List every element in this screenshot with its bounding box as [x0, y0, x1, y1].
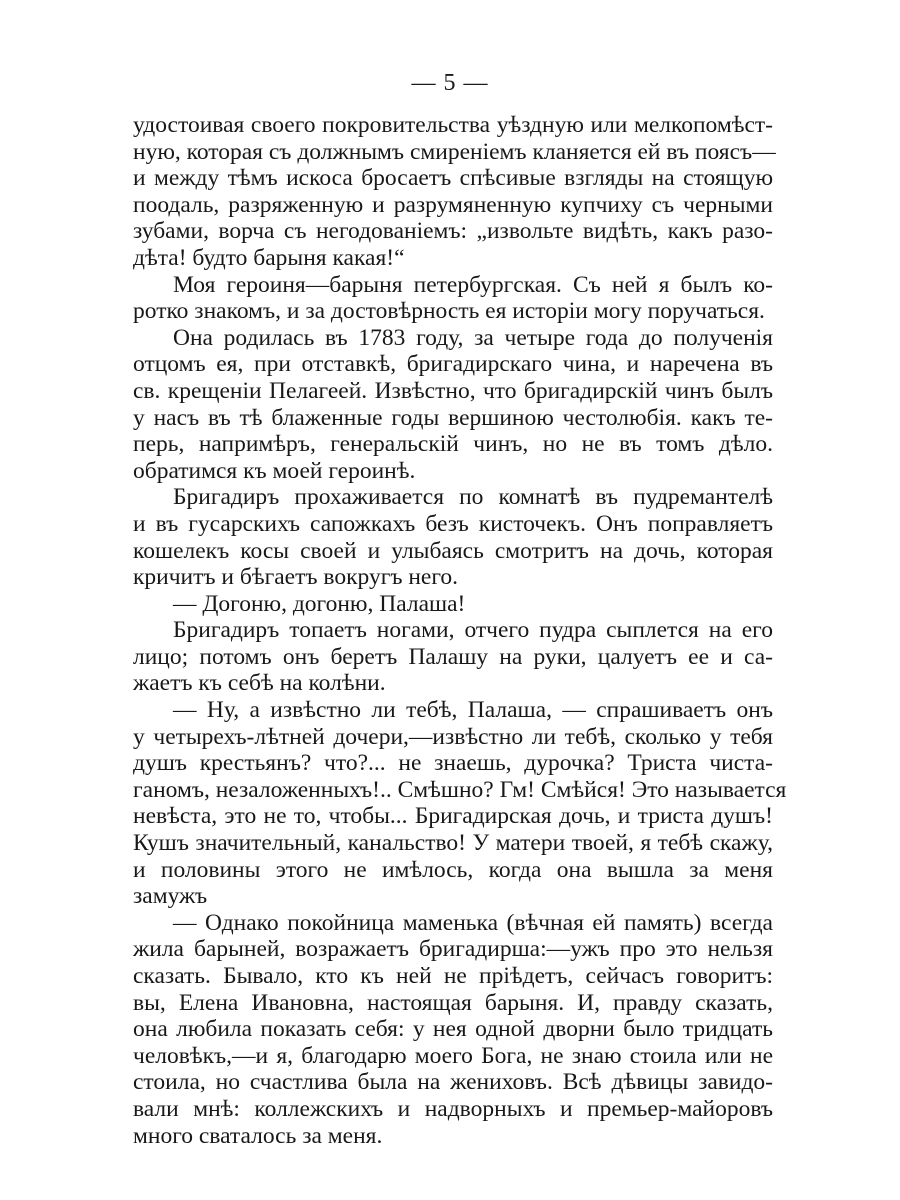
text-line: Бригадиръ прохаживается по комнатѣ въ пудремантелѣ [173, 484, 773, 511]
text-line: и между тѣмъ искоса бросаетъ спѣсивые взгляды на стоящую [133, 165, 773, 192]
text-line: у четырехъ-лѣтней дочери,—извѣстно ли тебѣ, сколько у тебя [133, 723, 773, 750]
text-line: зубами, ворча съ негодованіемъ: „извольте видѣть, какъ разо- [133, 218, 773, 245]
text-line: она любила показать себя: у нея одной дворни было тридцать [133, 1016, 773, 1043]
text-line: вали мнѣ: коллежскихъ и надворныхъ и премьер-майоровъ [133, 1095, 773, 1122]
text-line: — Догоню, догоню, Палаша! [173, 590, 466, 617]
text-line: удостоивая своего покровительства уѣздную или мелкопомѣст- [133, 112, 773, 138]
text-line: ганомъ, незаложенныхъ!.. Смѣшно? Гм! Смѣйся! Это называется [133, 776, 787, 803]
text-line: у насъ въ тѣ блаженные годы вершиною честолюбія. какъ те- [133, 404, 773, 431]
text-line: жила барыней, возражаетъ бригадирша:—ужъ про это нельзя [133, 936, 773, 963]
paragraph [133, 910, 773, 1149]
paragraph [133, 484, 773, 590]
text-line: дѣта! будто барыня какая!“ [133, 244, 405, 271]
paragraph [133, 112, 776, 272]
text-line: жаетъ къ себѣ на колѣни. [133, 670, 386, 697]
text-line: кошелекъ косы своей и улыбаясь смотритъ на дочь, которая [133, 537, 773, 564]
text-line: ную, которая съ должнымъ смиреніемъ кланяется ей въ поясъ— [133, 138, 776, 165]
text-line: Кушъ значительный, канальство! У матери твоей, я тебѣ скажу, [133, 830, 773, 857]
text-line: человѣкъ,—и я, благодарю моего Бога, не знаю стоила или не [133, 1042, 773, 1069]
paragraph [133, 697, 787, 910]
paragraph [133, 272, 773, 325]
text-line: невѣста, это не то, чтобы... Бригадирская дочь, и триста душъ! [133, 803, 773, 830]
text-line: поодаль, разряженную и разрумяненную купчиху съ черными [133, 191, 773, 218]
paragraph [133, 325, 773, 485]
text-line: обратимся къ моей героинѣ. [133, 457, 416, 484]
text-line: душъ крестьянъ? что?... не знаешь, дурочка? Триста чиста- [133, 750, 773, 777]
text-line: сказать. Бывало, кто къ ней не пріѣдетъ, сейчасъ говоритъ: [133, 963, 773, 989]
paragraph [133, 617, 773, 697]
text-line: отцомъ ея, при отставкѣ, бригадирскаго чина, и наречена въ [133, 351, 773, 378]
text-line: лицо; потомъ онъ беретъ Палашу на руки, цалуетъ ее и са- [133, 643, 773, 670]
text-line: перь, напримѣръ, генеральскій чинъ, но не въ томъ дѣло. [133, 431, 773, 458]
text-line: ротко знакомъ, и за достовѣрность ея исторіи могу поручаться. [133, 298, 765, 325]
text-line: стоила, но счастлива была на жениховъ. Всѣ дѣвицы завидо- [133, 1069, 773, 1096]
text-line: замужъ [133, 883, 208, 910]
text-line: кричитъ и бѣгаетъ вокругъ него. [133, 564, 459, 591]
text-line: и въ гусарскихъ сапожкахъ безъ кисточекъ. Онъ поправляетъ [133, 510, 773, 537]
page-number: — 5 — [411, 70, 489, 96]
paragraph [133, 591, 773, 618]
text-line: Бригадиръ топаетъ ногами, отчего пудра сыплется на его [173, 617, 773, 644]
text-line: — Однако покойница маменька (вѣчная ей память) всегда [173, 909, 773, 936]
text-line: и половины этого не имѣлось, когда она вышла за меня [133, 856, 773, 883]
text-line: — Ну, а извѣстно ли тебѣ, Палаша, — спрашиваетъ онъ [173, 697, 773, 724]
text-line: много сваталось за меня. [133, 1122, 383, 1149]
text-line: Она родилась въ 1783 году, за четыре года до полученія [173, 324, 773, 351]
text-line: вы, Елена Ивановна, настоящая барыня. И, правду сказать, [133, 989, 773, 1016]
body-text [133, 112, 787, 1149]
text-line: Моя героиня—барыня петербургская. Съ ней я былъ ко- [173, 271, 773, 298]
text-line: св. крещеніи Пелагеей. Извѣстно, что бригадирскій чинъ былъ [133, 377, 773, 404]
